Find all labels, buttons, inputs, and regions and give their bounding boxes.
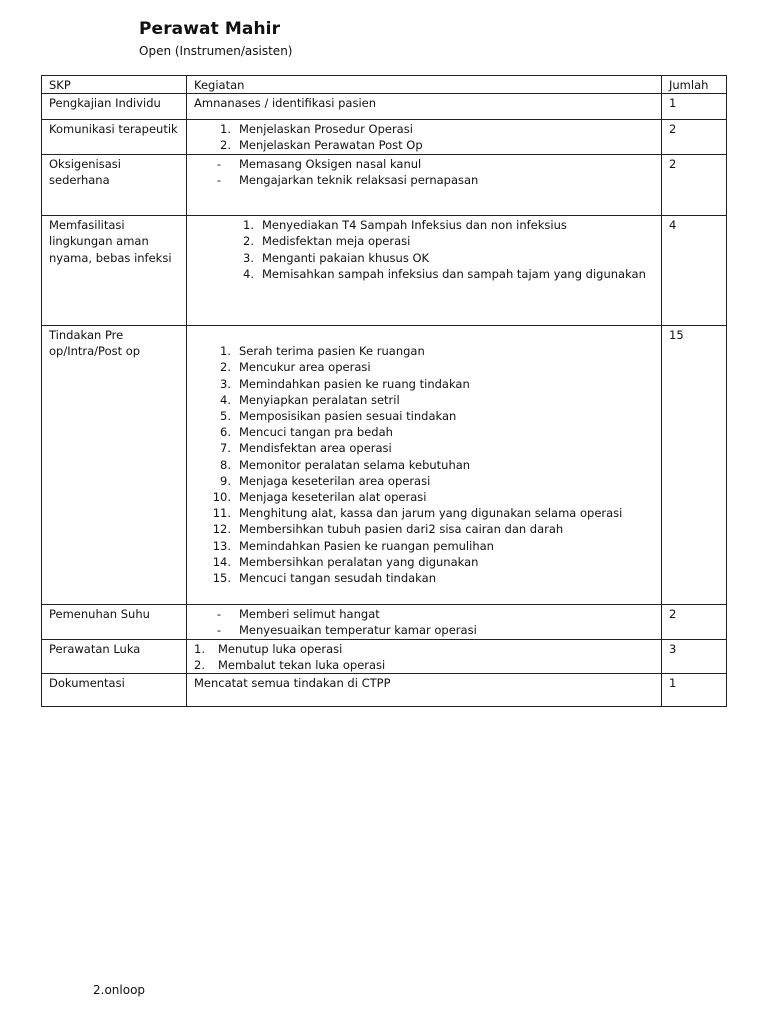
list-marker: 1. xyxy=(220,122,231,137)
list-item xyxy=(207,172,654,188)
list-marker: 2. xyxy=(220,360,231,375)
list-marker: 9. xyxy=(220,473,231,488)
kegiatan-list xyxy=(194,641,654,673)
list-item-text: Mencuci tangan sesudah tindakan xyxy=(239,571,436,586)
list-item-text: Memasang Oksigen nasal kanul xyxy=(239,157,422,172)
list-item xyxy=(194,641,654,657)
list-item xyxy=(207,424,654,440)
table-row xyxy=(42,674,727,707)
skp-cell: Tindakan Pre op/Intra/Post op xyxy=(42,326,187,605)
jumlah-cell: 1 xyxy=(662,674,727,707)
list-item-text: Mendisfektan area operasi xyxy=(239,441,392,456)
list-item-text: Memindahkan Pasien ke ruangan pemulihan xyxy=(239,538,494,553)
list-marker: 2. xyxy=(220,138,231,153)
list-item xyxy=(207,606,654,622)
skp-cell: Memfasilitasi lingkungan aman nyama, bebas infeksi xyxy=(42,216,187,326)
list-item-text: Memisahkan sampah infeksius dan sampah tajam yang digunakan xyxy=(262,266,646,281)
list-item xyxy=(207,489,654,505)
skp-cell: Oksigenisasi sederhana xyxy=(42,155,187,216)
list-item xyxy=(207,473,654,489)
list-item-text: Menganti pakaian khusus OK xyxy=(262,250,430,265)
skp-cell: Pemenuhan Suhu xyxy=(42,605,187,639)
list-item xyxy=(230,233,654,249)
kegiatan-cell: Amnanases / identifikasi pasien xyxy=(187,94,662,120)
list-item-text: Serah terima pasien Ke ruangan xyxy=(239,344,425,359)
kegiatan-cell xyxy=(187,120,662,155)
list-item xyxy=(207,505,654,521)
list-item-text: Memonitor peralatan selama kebutuhan xyxy=(239,457,471,472)
list-marker: 10. xyxy=(212,490,231,505)
list-item xyxy=(230,266,654,282)
skp-cell: Komunikasi terapeutik xyxy=(42,120,187,155)
list-marker: 1. xyxy=(220,344,231,359)
list-item xyxy=(207,121,654,137)
skp-table xyxy=(41,75,727,707)
table-row xyxy=(42,326,727,605)
list-item xyxy=(207,359,654,375)
list-marker: 14. xyxy=(212,554,231,569)
list-marker: 2. xyxy=(194,657,205,672)
list-item-text: Menjelaskan Perawatan Post Op xyxy=(239,138,423,153)
list-item xyxy=(207,440,654,456)
kegiatan-cell xyxy=(187,326,662,605)
list-marker: - xyxy=(216,623,222,638)
kegiatan-list xyxy=(194,217,654,282)
table-row xyxy=(42,216,727,326)
kegiatan-list xyxy=(194,606,654,638)
list-item-text: Membersihkan peralatan yang digunakan xyxy=(239,554,479,569)
list-item xyxy=(207,554,654,570)
list-marker: 4. xyxy=(220,392,231,407)
list-item xyxy=(207,538,654,554)
list-marker: 12. xyxy=(212,522,231,537)
list-item-text: Menutup luka operasi xyxy=(218,641,343,656)
header-jumlah: Jumlah xyxy=(662,76,727,94)
table-row xyxy=(42,94,727,120)
list-item xyxy=(207,156,654,172)
list-item xyxy=(207,343,654,359)
list-marker: - xyxy=(216,607,222,622)
list-item xyxy=(194,657,654,673)
header-kegiatan: Kegiatan xyxy=(187,76,662,94)
list-item-text: Memberi selimut hangat xyxy=(239,607,380,622)
table-row xyxy=(42,120,727,155)
page-title: Perawat Mahir xyxy=(139,19,281,39)
skp-cell: Pengkajian Individu xyxy=(42,94,187,120)
list-marker: 11. xyxy=(212,506,231,521)
list-marker: 15. xyxy=(212,571,231,586)
list-item xyxy=(207,521,654,537)
list-marker: 6. xyxy=(220,425,231,440)
list-marker: 13. xyxy=(212,538,231,553)
table-header-row xyxy=(42,76,727,94)
table-row xyxy=(42,605,727,639)
list-marker: 1. xyxy=(194,641,205,656)
list-item-text: Menyiapkan peralatan setril xyxy=(239,392,400,407)
list-item-text: Menjaga keseterilan area operasi xyxy=(239,473,431,488)
skp-cell: Dokumentasi xyxy=(42,674,187,707)
list-item xyxy=(207,408,654,424)
list-item-text: Membersihkan tubuh pasien dari2 sisa cairan dan darah xyxy=(239,522,564,537)
jumlah-cell: 4 xyxy=(662,216,727,326)
header-skp: SKP xyxy=(42,76,187,94)
list-item-text: Menjaga keseterilan alat operasi xyxy=(239,490,427,505)
list-item-text: Menyediakan T4 Sampah Infeksius dan non infeksius xyxy=(262,218,567,233)
kegiatan-cell xyxy=(187,155,662,216)
kegiatan-list xyxy=(194,327,654,586)
list-marker: - xyxy=(216,173,222,188)
list-item-text: Mencukur area operasi xyxy=(239,360,371,375)
list-marker: - xyxy=(216,157,222,172)
jumlah-cell: 15 xyxy=(662,326,727,605)
list-item xyxy=(207,137,654,153)
kegiatan-cell xyxy=(187,639,662,673)
list-item-text: Memindahkan pasien ke ruang tindakan xyxy=(239,376,470,391)
list-item-text: Menyesuaikan temperatur kamar operasi xyxy=(239,623,477,638)
skp-cell: Perawatan Luka xyxy=(42,639,187,673)
list-marker: 3. xyxy=(243,250,254,265)
list-item-text: Menjelaskan Prosedur Operasi xyxy=(239,122,413,137)
page-subtitle: Open (Instrumen/asisten) xyxy=(139,44,293,58)
list-item xyxy=(230,250,654,266)
kegiatan-cell: Mencatat semua tindakan di CTPP xyxy=(187,674,662,707)
list-marker: 2. xyxy=(243,234,254,249)
jumlah-cell: 2 xyxy=(662,120,727,155)
list-item-text: Membalut tekan luka operasi xyxy=(218,657,386,672)
list-marker: 5. xyxy=(220,409,231,424)
jumlah-cell: 3 xyxy=(662,639,727,673)
table-row xyxy=(42,155,727,216)
jumlah-cell: 2 xyxy=(662,155,727,216)
table-row xyxy=(42,639,727,673)
list-item-text: Medisfektan meja operasi xyxy=(262,234,411,249)
list-marker: 7. xyxy=(220,441,231,456)
list-item xyxy=(207,392,654,408)
list-marker: 1. xyxy=(243,218,254,233)
kegiatan-cell xyxy=(187,216,662,326)
jumlah-cell: 1 xyxy=(662,94,727,120)
list-item-text: Memposisikan pasien sesuai tindakan xyxy=(239,409,457,424)
list-item xyxy=(230,217,654,233)
jumlah-cell: 2 xyxy=(662,605,727,639)
list-item xyxy=(207,570,654,586)
list-item xyxy=(207,457,654,473)
list-item-text: Mengajarkan teknik relaksasi pernapasan xyxy=(239,173,479,188)
list-marker: 3. xyxy=(220,376,231,391)
list-item-text: Menghitung alat, kassa dan jarum yang digunakan selama operasi xyxy=(239,506,623,521)
list-item xyxy=(207,622,654,638)
list-marker: 8. xyxy=(220,457,231,472)
list-item-text: Mencuci tangan pra bedah xyxy=(239,425,393,440)
list-item xyxy=(207,376,654,392)
kegiatan-list xyxy=(194,121,654,153)
kegiatan-list xyxy=(194,156,654,188)
footer-note: 2.onloop xyxy=(93,983,146,997)
list-marker: 4. xyxy=(243,266,254,281)
kegiatan-cell xyxy=(187,605,662,639)
